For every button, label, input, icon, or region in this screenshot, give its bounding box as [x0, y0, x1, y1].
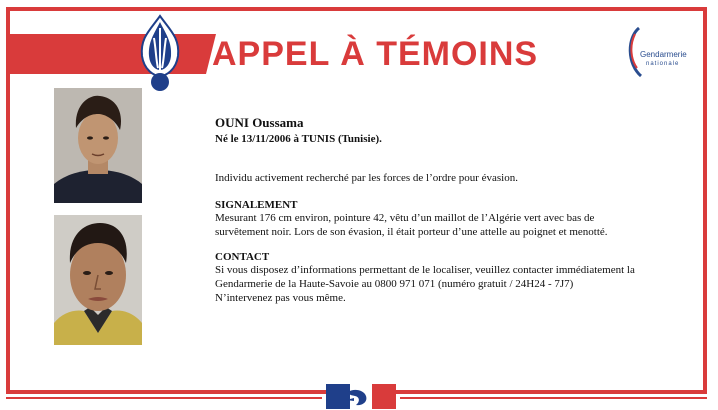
footer-divider-right — [400, 397, 707, 399]
page-title: APPEL À TÉMOINS — [212, 35, 539, 73]
suspect-photo-1 — [54, 88, 142, 203]
gendarmerie-flame-icon — [132, 12, 188, 92]
contact-line: Si vous disposez d’informations permettant de le localiser, veuillez contacter immédiatement la — [215, 264, 635, 276]
contact-text — [215, 263, 675, 305]
suspect-photo-2 — [54, 215, 142, 345]
suspect-name: OUNI Oussama — [215, 115, 304, 130]
contact-line: Gendarmerie de la Haute-Savoie au 0800 971 071 (numéro gratuit / 24H24 - 7J7) — [215, 278, 574, 290]
signalement-line: survêtement noir. Lors de son évasion, il était porteur d’une attelle au poignet et menotté. — [215, 226, 608, 238]
contact-line: N’intervenez pas vous même. — [215, 292, 346, 304]
logo-text-nationale: nationale — [646, 61, 680, 67]
signalement-text — [215, 211, 675, 239]
intro-text: Individu activement recherché par les forces de l’ordre pour évasion. — [215, 172, 518, 184]
suspect-birth-info: Né le 13/11/2006 à TUNIS (Tunisie). — [215, 133, 382, 145]
footer-divider-left — [6, 397, 322, 399]
logo-text-gendarmerie: Gendarmerie — [640, 50, 687, 59]
signalement-line: Mesurant 176 cm environ, pointure 42, vêtu d’un maillot de l’Algérie vert avec bas de — [215, 212, 595, 224]
signalement-heading: SIGNALEMENT — [215, 199, 298, 211]
contact-heading: CONTACT — [215, 251, 270, 263]
marianne-logo-icon — [326, 384, 396, 409]
